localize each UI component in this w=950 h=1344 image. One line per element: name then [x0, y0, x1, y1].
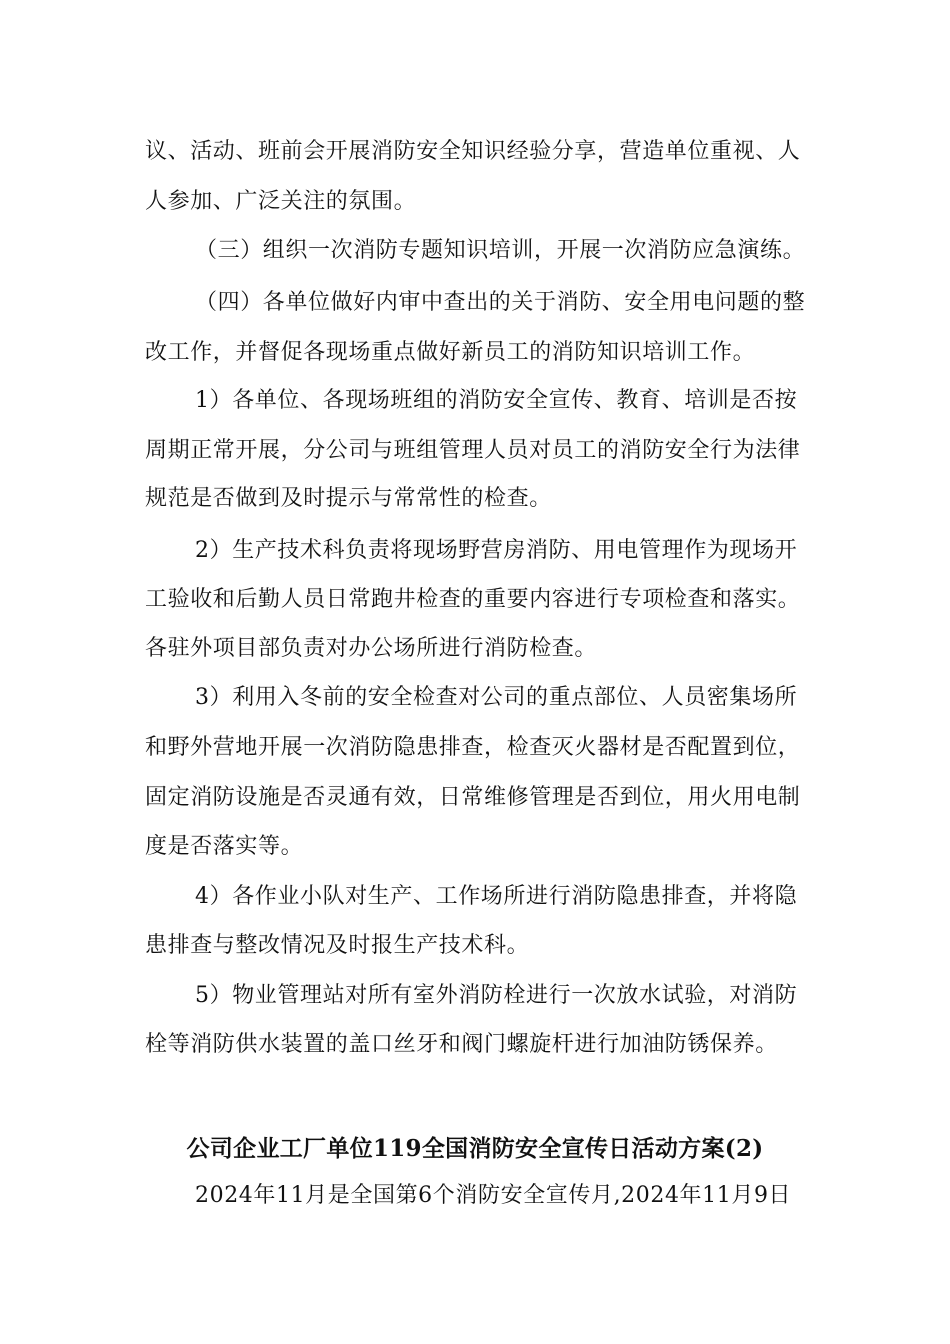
- body-line-8: 规范是否做到及时提示与常常性的检查。: [145, 486, 552, 511]
- body-line-19: 栓等消防供水装置的盖口丝牙和阀门螺旋杆进行加油防锈保养。: [145, 1032, 778, 1057]
- body-line-16: 4）各作业小队对生产、工作场所进行消防隐患排查，并将隐: [195, 884, 798, 909]
- body-line-17: 患排查与整改情况及时报生产技术科。: [145, 933, 530, 958]
- body-line-11: 各驻外项目部负责对办公场所进行消防检查。: [145, 636, 598, 661]
- intro-line: 2024年11月是全国第6个消防安全宣传月,2024年11月9日: [195, 1183, 792, 1208]
- body-line-1: 议、活动、班前会开展消防安全知识经验分享，营造单位重视、人: [145, 139, 801, 164]
- body-line-12: 3）利用入冬前的安全检查对公司的重点部位、人员密集场所: [195, 685, 798, 710]
- body-line-10: 工验收和后勤人员日常跑井检查的重要内容进行专项检查和落实。: [145, 587, 801, 612]
- body-line-13: 和野外营地开展一次消防隐患排查，检查灭火器材是否配置到位，: [145, 735, 801, 760]
- body-line-15: 度是否落实等。: [145, 834, 304, 859]
- body-line-18: 5）物业管理站对所有室外消防栓进行一次放水试验，对消防: [195, 983, 798, 1008]
- body-line-14: 固定消防设施是否灵通有效，日常维修管理是否到位，用火用电制: [145, 785, 801, 810]
- body-line-5: 改工作，并督促各现场重点做好新员工的消防知识培训工作。: [145, 340, 756, 365]
- body-line-7: 周期正常开展，分公司与班组管理人员对员工的消防安全行为法律: [145, 438, 801, 463]
- section-title: 公司企业工厂单位119全国消防安全宣传日活动方案(2): [186, 1135, 764, 1162]
- body-line-4: （四）各单位做好内审中查出的关于消防、安全用电问题的整: [195, 290, 806, 315]
- body-line-3: （三）组织一次消防专题知识培训，开展一次消防应急演练。: [195, 238, 806, 263]
- body-line-6: 1）各单位、各现场班组的消防安全宣传、教育、培训是否按: [195, 388, 798, 413]
- body-line-9: 2）生产技术科负责将现场野营房消防、用电管理作为现场开: [195, 538, 798, 563]
- body-line-2: 人参加、广泛关注的氛围。: [145, 189, 417, 214]
